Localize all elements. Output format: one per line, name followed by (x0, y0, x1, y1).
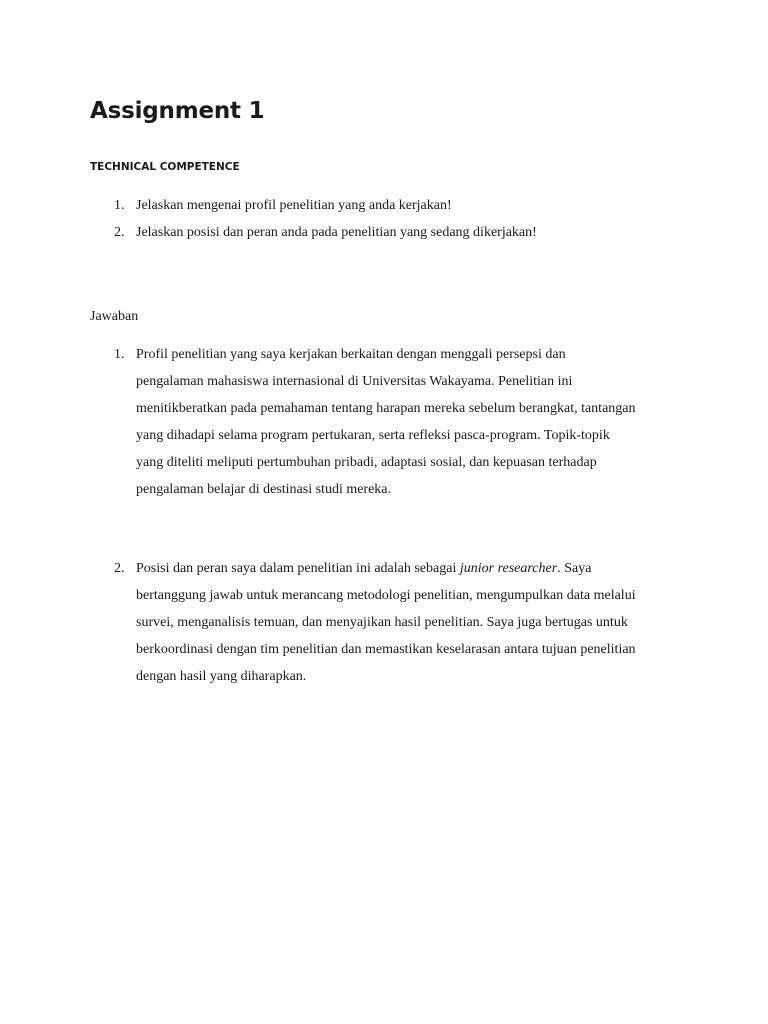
answer-line: bertanggung jawab untuk merancang metodologi penelitian, mengumpulkan data melalui (136, 588, 636, 603)
answer-line: berkoordinasi dengan tim penelitian dan memastikan keselarasan antara tujuan penelitian (136, 642, 636, 657)
question-text: Jelaskan posisi dan peran anda pada penelitian yang sedang dikerjakan! (136, 225, 537, 240)
answer-number: 1. (114, 347, 125, 362)
question-item (0, 223, 768, 250)
answer-label: Jawaban (90, 309, 139, 324)
question-text: Jelaskan mengenai profil penelitian yang anda kerjakan! (136, 198, 452, 213)
section-heading: TECHNICAL COMPETENCE (90, 161, 240, 173)
answer-line: menitikberatkan pada pemahaman tentang harapan mereka sebelum berangkat, tantangan (136, 401, 636, 416)
italic-term: junior researcher (459, 561, 558, 576)
answer-line: survei, menganalisis temuan, dan menyajikan hasil penelitian. Saya juga bertugas untuk (136, 615, 628, 630)
answer-line: Profil penelitian yang saya kerjakan berkaitan dengan menggali persepsi dan (136, 347, 566, 362)
answer-line: pengalaman mahasiswa internasional di Universitas Wakayama. Penelitian ini (136, 374, 573, 389)
question-number: 2. (114, 225, 125, 240)
answer-line: yang dihadapi selama program pertukaran, serta refleksi pasca-program. Topik-topik (136, 428, 610, 443)
question-number: 1. (114, 198, 125, 213)
answer-number: 2. (114, 561, 125, 576)
question-list (0, 196, 768, 250)
answer-line (136, 555, 684, 582)
answer-line: dengan hasil yang diharapkan. (136, 669, 307, 684)
document-title: Assignment 1 (90, 98, 265, 124)
answer-line: yang diteliti meliputi pertumbuhan pribadi, adaptasi sosial, dan kepuasan terhadap (136, 455, 597, 470)
answer-line: pengalaman belajar di destinasi studi mereka. (136, 482, 392, 497)
answer-text-segment: Posisi dan peran saya dalam penelitian ini adalah sebagai (136, 561, 460, 576)
answer-text-segment: . Saya (557, 561, 592, 576)
question-item (0, 196, 768, 223)
answer-paragraph (136, 555, 684, 690)
answer-paragraph (136, 341, 684, 503)
